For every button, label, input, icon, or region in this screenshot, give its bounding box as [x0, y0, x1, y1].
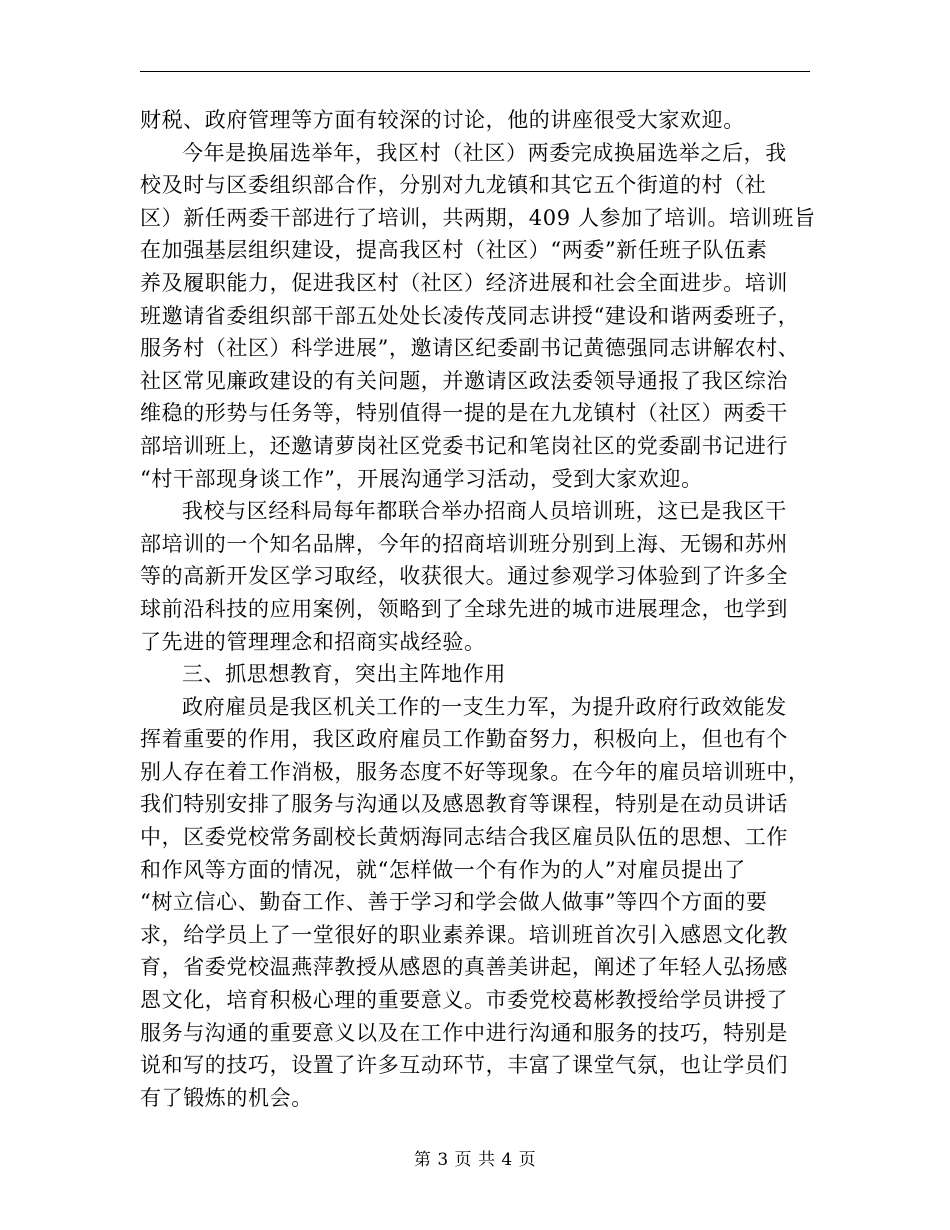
text-line: 区）新任两委干部进行了培训，共两期，409 人参加了培训。培训班旨 [140, 205, 816, 230]
text-line: 了先进的管理理念和招商实战经验。 [140, 629, 486, 654]
text-line: 部培训班上，还邀请萝岗社区党委书记和笔岗社区的党委副书记进行 [140, 433, 788, 458]
text-line: 和作风等方面的情况，就“怎样做一个有作为的人”对雇员提出了 [140, 857, 746, 882]
text-line: 我校与区经科局每年都联合举办招商人员培训班，这已是我区干 [182, 499, 787, 524]
text-line: “村干部现身谈工作”，开展沟通学习活动，受到大家欢迎。 [140, 466, 703, 491]
text-line: 部培训的一个知名品牌，今年的招商培训班分别到上海、无锡和苏州 [140, 531, 788, 556]
text-line: 今年是换届选举年，我区村（社区）两委完成换届选举之后，我 [182, 140, 787, 165]
text-line: 等的高新开发区学习取经，收获很大。通过参观学习体验到了许多全 [140, 564, 788, 589]
text-line: 挥着重要的作用，我区政府雇员工作勤奋努力，积极向上，但也有个 [140, 727, 788, 752]
text-line: 财税、政府管理等方面有较深的讨论，他的讲座很受大家欢迎。 [140, 108, 745, 132]
text-line: 服务与沟通的重要意义以及在工作中进行沟通和服务的技巧，特别是 [140, 1020, 788, 1045]
text-line: 校及时与区委组织部合作，分别对九龙镇和其它五个街道的村（社 [140, 173, 767, 198]
text-line: 别人存在着工作消极，服务态度不好等现象。在今年的雇员培训班中， [140, 759, 810, 784]
text-line: 中，区委党校常务副校长黄炳海同志结合我区雇员队伍的思想、工作 [140, 825, 788, 850]
text-line: 球前沿科技的应用案例，领略到了全球先进的城市进展理念，也学到 [140, 596, 788, 621]
text-line: 三、抓思想教育，突出主阵地作用 [182, 662, 506, 687]
text-line: 维稳的形势与任务等，特别值得一提的是在九龙镇村（社区）两委干 [140, 401, 788, 426]
text-line: 求，给学员上了一堂很好的职业素养课。培训班首次引入感恩文化教 [140, 922, 788, 947]
text-line: 服务村（社区）科学进展”，邀请区纪委副书记黄德强同志讲解农村、 [140, 336, 800, 361]
text-line: 班邀请省委组织部干部五处处长凌传茂同志讲授“建设和谐两委班子， [140, 303, 800, 328]
text-line: 说和写的技巧，设置了许多互动环节，丰富了课堂气氛，也让学员们 [140, 1053, 788, 1078]
text-line: “树立信心、勤奋工作、善于学习和学会做人做事”等四个方面的要 [140, 890, 768, 915]
text-line: 育，省委党校温燕萍教授从感恩的真善美讲起，阐述了年轻人弘扬感 [140, 955, 788, 980]
text-line: 我们特别安排了服务与沟通以及感恩教育等课程，特别是在动员讲话 [140, 792, 788, 817]
text-line: 在加强基层组织建设，提高我区村（社区）“两委”新任班子队伍素 [140, 238, 768, 263]
header-rule [140, 71, 810, 72]
document-body [140, 104, 816, 1114]
text-line: 养及履职能力，促进我区村（社区）经济进展和社会全面进步。培训 [140, 270, 788, 295]
text-line: 政府雇员是我区机关工作的一支生力军，为提升政府行政效能发 [182, 694, 787, 719]
text-line: 恩文化，培育积极心理的重要意义。市委党校葛彬教授给学员讲授了 [140, 988, 788, 1013]
text-line: 有了锻炼的机会。 [140, 1085, 313, 1110]
text-line: 社区常见廉政建设的有关问题，并邀请区政法委领导通报了我区综治 [140, 368, 788, 393]
page-footer: 第 3 页 共 4 页 [413, 1150, 537, 1170]
